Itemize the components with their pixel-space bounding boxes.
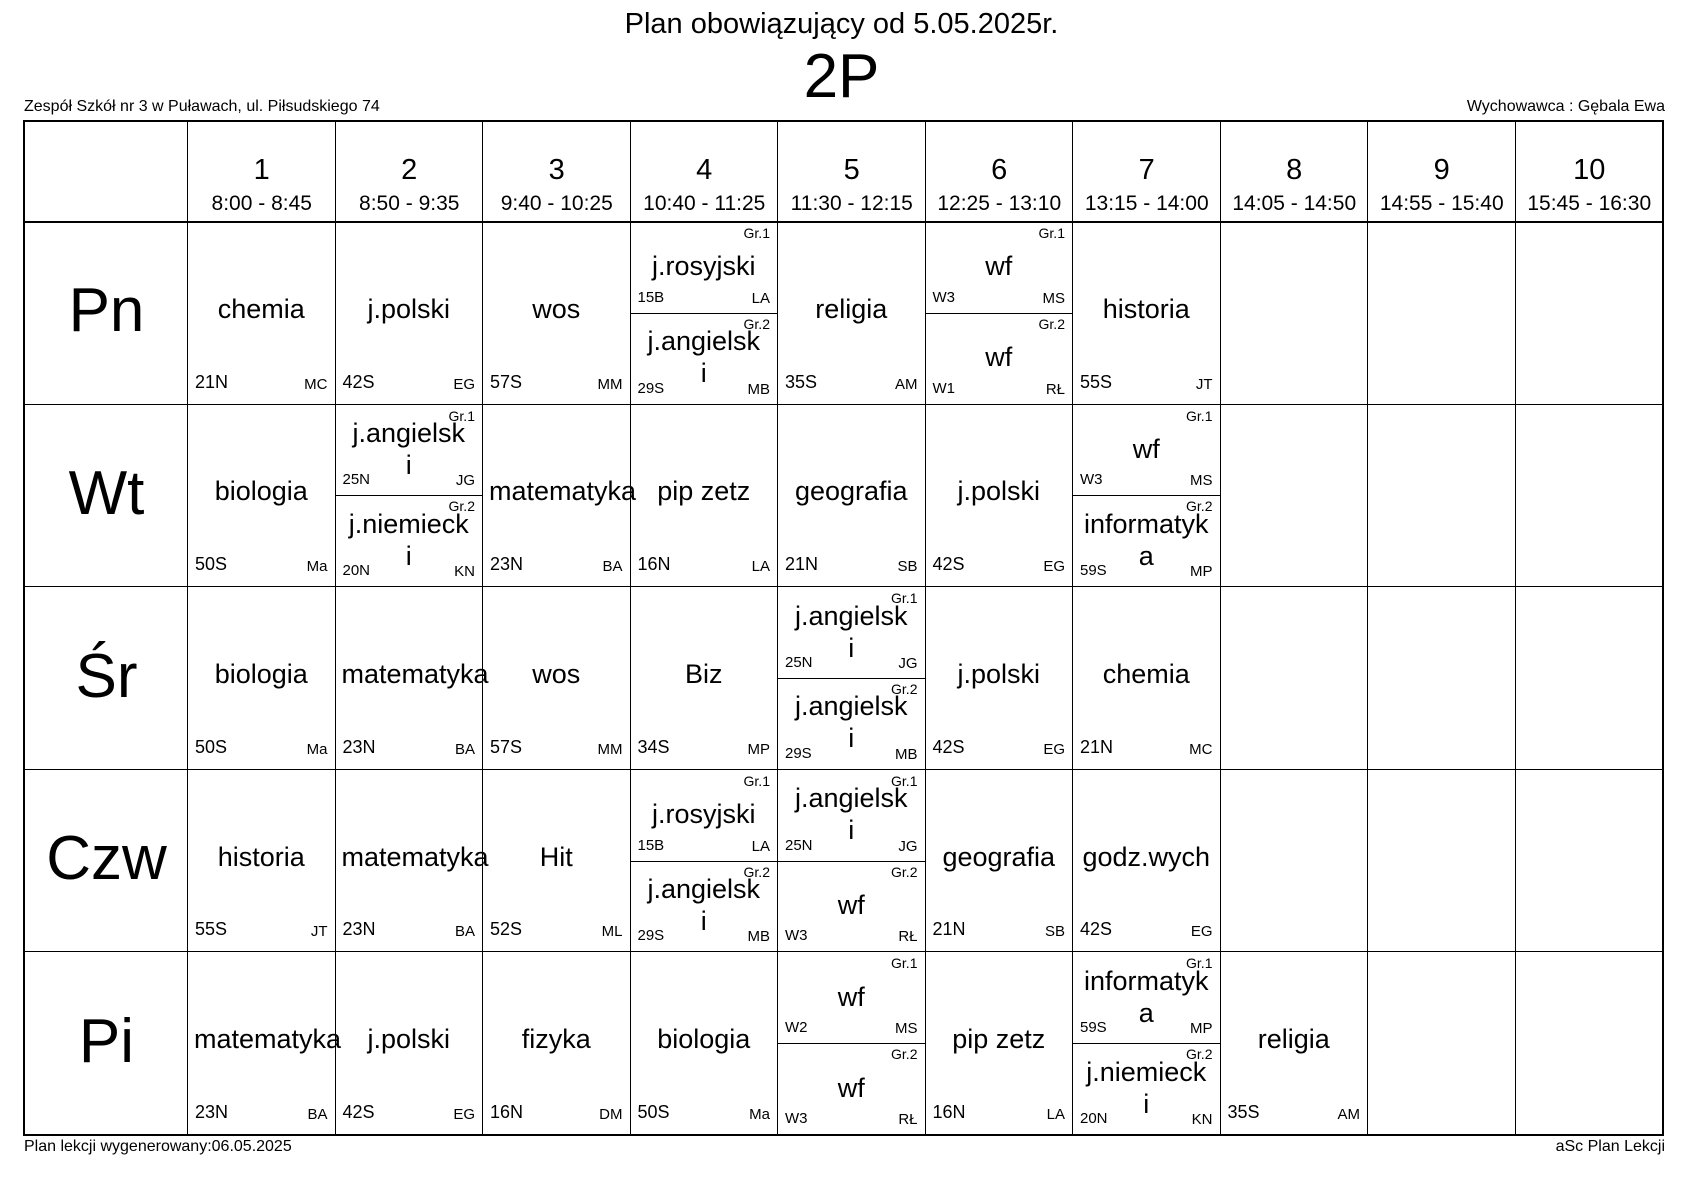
lesson-teacher: JG (455, 472, 475, 490)
lesson-group-block (631, 861, 778, 952)
lesson-cell (1073, 222, 1220, 404)
lesson-teacher: BA (602, 558, 623, 576)
lesson-subject: j.polski (957, 658, 1041, 689)
lesson-teacher: MS (895, 1020, 918, 1038)
lesson-room: W3 (1080, 471, 1103, 489)
lesson-room: W3 (785, 927, 808, 945)
lesson-cell (336, 587, 489, 769)
lesson-teacher: JT (1195, 375, 1213, 393)
lesson-teacher: EG (1043, 558, 1065, 576)
lesson-cell (1073, 587, 1220, 769)
day-name: Czw (46, 824, 167, 894)
lesson-cell-split (778, 587, 925, 769)
lesson-subject: wos (532, 293, 581, 324)
period-number: 3 (548, 154, 565, 186)
lesson-room: 57S (490, 371, 523, 392)
lesson-subject: biologia (214, 658, 308, 689)
period-time: 8:50 - 9:35 (359, 192, 460, 215)
period-number: 5 (843, 154, 860, 186)
lesson-teacher: SB (897, 558, 918, 576)
lesson-room: W3 (785, 1109, 808, 1127)
lesson-teacher: MC (1189, 740, 1213, 758)
day-name: Śr (75, 641, 138, 711)
lesson-subject: pip zetz (952, 1024, 1046, 1055)
lesson-group: Gr.2 (743, 315, 770, 332)
lesson-group: Gr.2 (1186, 1046, 1213, 1063)
lesson-teacher: LA (751, 289, 770, 307)
lesson-subject: wf (985, 251, 1013, 282)
grid-column-line (1515, 122, 1516, 1134)
lesson-subject: wf (837, 981, 865, 1012)
group-separator (1073, 1043, 1220, 1044)
lesson-group-block (1073, 405, 1220, 496)
lesson-subject: geografia (942, 841, 1056, 872)
lesson-group-block (631, 313, 778, 404)
period-time: 12:25 - 13:10 (937, 192, 1062, 215)
lesson-cell (188, 952, 342, 1134)
group-separator (1073, 495, 1220, 496)
lesson-group-block (631, 770, 778, 861)
lesson-subject: Hit (539, 841, 573, 872)
lesson-subject: j.niemieck i (348, 508, 469, 571)
lesson-teacher: BA (454, 740, 475, 758)
lesson-group: Gr.1 (1186, 955, 1213, 972)
grid-column-line (1367, 122, 1368, 1134)
lesson-group: Gr.2 (743, 863, 770, 880)
lesson-group: Gr.1 (743, 225, 770, 241)
lesson-subject: fizyka (521, 1024, 591, 1055)
lesson-room: 29S (785, 744, 812, 762)
software-name: aSc Plan Lekcji (1555, 1138, 1665, 1155)
lesson-group-block (1073, 495, 1220, 586)
lesson-subject: wos (532, 658, 581, 689)
period-number: 7 (1138, 154, 1155, 186)
lesson-teacher: LA (751, 558, 770, 576)
lesson-cell (188, 770, 335, 952)
lesson-group: Gr.2 (891, 1046, 918, 1063)
lesson-group-block (778, 678, 925, 769)
lesson-cell (631, 587, 778, 769)
group-separator (778, 678, 925, 679)
lesson-teacher: MC (304, 375, 328, 393)
lesson-teacher: MB (747, 928, 770, 946)
lesson-group-block (778, 861, 925, 952)
lesson-teacher: EG (1043, 740, 1065, 758)
lesson-cell-split (1073, 952, 1220, 1134)
period-header (631, 122, 779, 222)
lesson-room: 50S (195, 736, 228, 757)
lesson-subject: geografia (794, 476, 908, 507)
lesson-cell (1221, 952, 1368, 1134)
lesson-room: 42S (932, 554, 965, 575)
lesson-room: 15B (637, 836, 665, 854)
lesson-room: 50S (195, 554, 228, 575)
lesson-subject: chemia (1102, 658, 1190, 689)
lesson-room: 23N (342, 919, 376, 940)
lesson-group-block (926, 313, 1073, 404)
lesson-subject: j.angielsk i (794, 600, 908, 663)
period-time: 13:15 - 14:00 (1084, 192, 1209, 215)
lesson-subject: wf (837, 889, 865, 920)
lesson-teacher: EG (453, 1105, 475, 1123)
generated-date: Plan lekcji wygenerowany:06.05.2025 (24, 1138, 292, 1155)
lesson-cell-split (778, 770, 925, 952)
lesson-cell (778, 222, 925, 404)
lesson-room: 23N (342, 736, 376, 757)
lesson-group-block (336, 495, 483, 586)
lesson-room: W3 (932, 288, 955, 306)
period-number: 6 (991, 154, 1008, 186)
lesson-cell (778, 405, 925, 587)
lesson-room: 59S (1080, 1019, 1107, 1037)
lesson-room: 20N (1080, 1109, 1108, 1127)
lesson-subject: j.polski (367, 293, 451, 324)
lesson-subject: matematyka (489, 476, 637, 507)
lesson-group-block (1073, 952, 1220, 1043)
period-number: 10 (1573, 154, 1606, 186)
lesson-cell (1073, 770, 1220, 952)
lesson-cell (483, 587, 630, 769)
period-time: 8:00 - 8:45 (211, 192, 312, 215)
lesson-group-block (926, 222, 1073, 313)
lesson-group-block (778, 952, 925, 1043)
lesson-cell (483, 222, 630, 404)
group-separator (778, 861, 925, 862)
period-time: 15:45 - 16:30 (1527, 192, 1652, 215)
lesson-room: 21N (195, 371, 229, 392)
lesson-cell (631, 952, 778, 1134)
lesson-room: 42S (932, 736, 965, 757)
lesson-cell-split (336, 405, 483, 587)
lesson-group-block (631, 222, 778, 313)
lesson-cell (336, 952, 483, 1134)
period-number: 4 (696, 154, 713, 186)
lesson-teacher: KN (454, 563, 475, 581)
lesson-room: W1 (932, 379, 955, 397)
period-number: 1 (253, 154, 270, 186)
period-header (1516, 122, 1664, 222)
lesson-room: 35S (1227, 1101, 1260, 1122)
lesson-teacher: MP (1190, 1020, 1213, 1038)
lesson-group: Gr.2 (1038, 315, 1065, 332)
lesson-room: 29S (637, 927, 665, 945)
lesson-teacher: LA (1046, 1105, 1065, 1123)
lesson-room: 55S (1080, 371, 1113, 392)
lesson-teacher: MB (895, 745, 918, 763)
plan-subtitle: Plan obowiązujący od 5.05.2025r. (624, 8, 1059, 40)
lesson-cell (631, 405, 778, 587)
lesson-cell-split (926, 222, 1073, 404)
lesson-subject: matematyka (194, 1024, 342, 1055)
group-separator (926, 313, 1073, 314)
lesson-teacher: AM (1337, 1105, 1360, 1123)
lesson-cell (483, 405, 637, 587)
lesson-subject: j.angielsk i (647, 873, 761, 936)
lesson-room: 57S (490, 736, 523, 757)
lesson-room: 42S (1080, 919, 1113, 940)
lesson-teacher: JT (310, 923, 328, 941)
lesson-subject: wf (1132, 433, 1160, 464)
lesson-teacher: MM (597, 740, 623, 758)
lesson-cell (926, 770, 1073, 952)
lesson-cell (336, 222, 483, 404)
period-time: 10:40 - 11:25 (643, 192, 766, 215)
school-name: Zespół Szkół nr 3 w Puławach, ul. Piłsudskiego 74 (24, 98, 380, 115)
lesson-subject: j.rosyjski (651, 799, 756, 830)
lesson-group-block (778, 1043, 925, 1134)
class-teacher: Wychowawca : Gębala Ewa (1466, 98, 1665, 115)
lesson-group: Gr.2 (891, 863, 918, 880)
lesson-group: Gr.1 (891, 772, 918, 789)
day-name: Pn (68, 276, 145, 346)
lesson-room: 16N (932, 1101, 966, 1122)
period-number: 8 (1286, 154, 1303, 186)
lesson-cell (926, 405, 1073, 587)
lesson-teacher: Ma (306, 740, 328, 758)
lesson-teacher: Ma (306, 558, 328, 576)
period-time: 9:40 - 10:25 (500, 192, 613, 215)
lesson-cell (483, 952, 630, 1134)
lesson-subject: Biz (684, 658, 723, 689)
period-number: 9 (1433, 154, 1450, 186)
lesson-subject: biologia (657, 1024, 751, 1055)
lesson-room: 23N (195, 1101, 229, 1122)
lesson-teacher: RŁ (898, 928, 918, 946)
timetable-grid (23, 120, 1664, 1136)
group-separator (631, 313, 778, 314)
lesson-teacher: SB (1044, 923, 1065, 941)
lesson-teacher: JG (898, 654, 918, 672)
lesson-room: 35S (785, 371, 818, 392)
period-header (1221, 122, 1369, 222)
lesson-room: 25N (785, 653, 813, 671)
lesson-room: 21N (932, 919, 966, 940)
lesson-room: 55S (195, 919, 228, 940)
group-separator (336, 495, 483, 496)
lesson-cell (926, 952, 1073, 1134)
lesson-subject: biologia (214, 476, 308, 507)
lesson-teacher: MP (747, 740, 770, 758)
lesson-room: W2 (785, 1019, 808, 1037)
lesson-teacher: Ma (749, 1105, 770, 1123)
lesson-teacher: BA (454, 923, 475, 941)
lesson-subject: j.polski (367, 1024, 451, 1055)
period-header (483, 122, 631, 222)
lesson-cell-split (778, 952, 925, 1134)
lesson-room: 50S (637, 1101, 670, 1122)
lesson-group: Gr.2 (891, 680, 918, 697)
lesson-cell (483, 770, 630, 952)
lesson-cell (336, 770, 489, 952)
lesson-teacher: DM (599, 1105, 623, 1123)
lesson-subject: j.angielsk i (794, 691, 908, 754)
lesson-subject: j.angielsk i (647, 326, 761, 389)
lesson-subject: wf (985, 342, 1013, 373)
lesson-subject: j.angielsk i (794, 783, 908, 846)
period-time: 14:05 - 14:50 (1232, 192, 1357, 215)
lesson-room: 15B (637, 288, 665, 306)
lesson-cell (188, 405, 335, 587)
lesson-teacher: RŁ (1045, 380, 1065, 398)
period-header (926, 122, 1074, 222)
lesson-room: 52S (490, 919, 523, 940)
lesson-teacher: LA (751, 837, 770, 855)
group-separator (631, 861, 778, 862)
lesson-subject: matematyka (341, 658, 489, 689)
lesson-subject: informatyk a (1083, 965, 1209, 1028)
lesson-cell (188, 222, 335, 404)
period-time: 11:30 - 12:15 (790, 192, 913, 215)
lesson-room: 16N (490, 1101, 524, 1122)
lesson-teacher: MM (597, 375, 623, 393)
group-separator (778, 1043, 925, 1044)
lesson-subject: religia (1257, 1024, 1330, 1055)
lesson-subject: wf (837, 1072, 865, 1103)
period-header (336, 122, 484, 222)
lesson-group: Gr.2 (448, 498, 475, 515)
lesson-room: 25N (785, 836, 813, 854)
lesson-subject: pip zetz (657, 476, 751, 507)
lesson-room: 20N (342, 562, 371, 580)
lesson-room: 34S (637, 736, 670, 757)
day-name: Pi (78, 1006, 135, 1076)
lesson-teacher: BA (307, 1105, 328, 1123)
lesson-room: 25N (342, 471, 371, 489)
lesson-teacher: KN (1191, 1110, 1213, 1128)
lesson-subject: chemia (217, 293, 305, 324)
lesson-subject: informatyk a (1083, 508, 1209, 571)
lesson-group-block (1073, 1043, 1220, 1134)
lesson-teacher: MS (1042, 289, 1065, 307)
lesson-teacher: EG (1190, 923, 1213, 941)
lesson-group: Gr.2 (1186, 498, 1213, 515)
lesson-subject: j.niemieck i (1086, 1056, 1207, 1119)
lesson-group: Gr.1 (891, 955, 918, 972)
lesson-subject: matematyka (341, 841, 489, 872)
class-name: 2P (803, 42, 880, 111)
lesson-group-block (778, 770, 925, 861)
lesson-room: 59S (1080, 562, 1107, 580)
day-name: Wt (68, 458, 145, 528)
lesson-teacher: MS (1190, 472, 1213, 490)
period-header (188, 122, 336, 222)
period-header (1073, 122, 1221, 222)
lesson-teacher: ML (601, 923, 623, 941)
lesson-teacher: MB (747, 380, 770, 398)
lesson-subject: historia (217, 841, 305, 872)
lesson-subject: j.polski (957, 476, 1041, 507)
lesson-group: Gr.1 (891, 590, 918, 607)
lesson-group-block (336, 405, 483, 496)
lesson-room: 42S (342, 1101, 375, 1122)
lesson-room: 21N (785, 554, 819, 575)
lesson-teacher: MP (1190, 563, 1213, 581)
lesson-group: Gr.1 (743, 772, 770, 789)
lesson-subject: j.angielsk i (352, 417, 466, 480)
lesson-subject: godz.wych (1082, 841, 1211, 872)
lesson-subject: j.rosyjski (651, 251, 756, 282)
lesson-group: Gr.1 (1186, 407, 1213, 424)
lesson-teacher: EG (453, 375, 475, 393)
period-header (778, 122, 926, 222)
lesson-room: 23N (490, 554, 524, 575)
lesson-cell (188, 587, 335, 769)
lesson-group: Gr.1 (448, 407, 475, 424)
lesson-group-block (778, 587, 925, 678)
lesson-cell-split (1073, 405, 1220, 587)
lesson-teacher: JG (898, 837, 918, 855)
lesson-room: 42S (342, 371, 375, 392)
lesson-subject: historia (1102, 293, 1190, 324)
period-time: 14:55 - 15:40 (1379, 192, 1504, 215)
lesson-cell (926, 587, 1073, 769)
lesson-teacher: AM (895, 375, 918, 393)
lesson-subject: religia (815, 293, 888, 324)
lesson-room: 16N (637, 554, 671, 575)
period-number: 2 (401, 154, 418, 186)
lesson-group: Gr.1 (1038, 225, 1065, 241)
lesson-cell-split (631, 770, 778, 952)
period-header (1368, 122, 1516, 222)
lesson-teacher: RŁ (898, 1110, 918, 1128)
lesson-cell-split (631, 222, 778, 404)
lesson-room: 21N (1080, 736, 1114, 757)
lesson-room: 29S (637, 379, 665, 397)
